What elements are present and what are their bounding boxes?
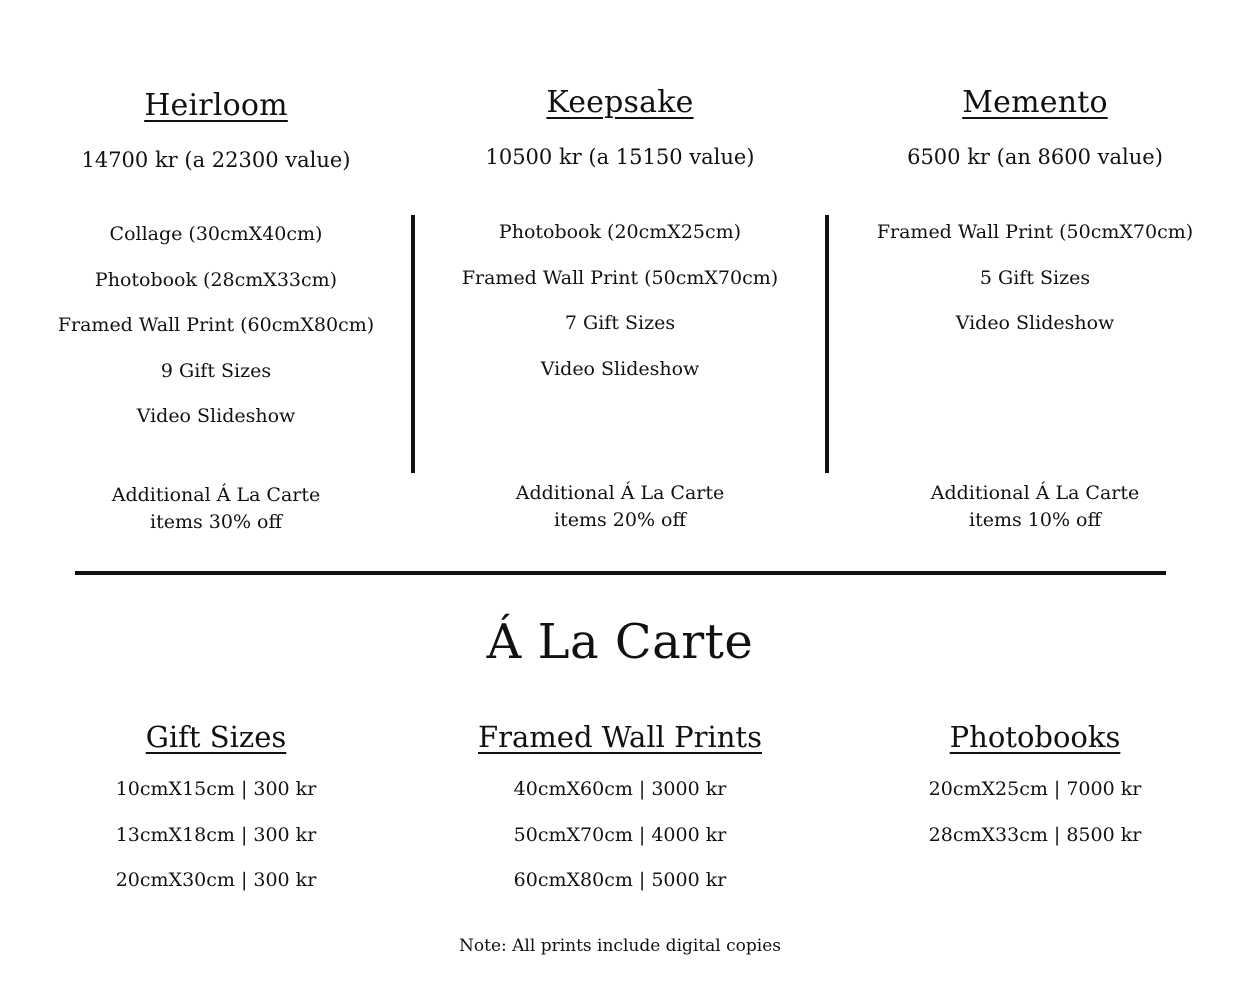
package-item: Framed Wall Print (50cmX70cm) xyxy=(876,221,1194,243)
package-item: 9 Gift Sizes xyxy=(160,359,272,382)
package-price: 6500 kr (an 8600 value) xyxy=(907,145,1163,169)
package-title: Heirloom xyxy=(144,88,288,123)
package-items xyxy=(845,223,1225,360)
a-la-carte-item: 50cmX70cm | 4000 kr xyxy=(513,823,727,846)
column-divider-right xyxy=(825,215,829,473)
package-discount xyxy=(430,480,810,534)
a-la-carte-title: Á La Carte xyxy=(486,614,754,670)
package-discount-line1: Additional Á La Carte xyxy=(515,482,725,504)
a-la-carte-item: 13cmX18cm | 300 kr xyxy=(115,823,317,846)
package-discount-line1: Additional Á La Carte xyxy=(111,484,321,506)
package-item: Photobook (28cmX33cm) xyxy=(94,268,338,291)
package-items xyxy=(30,225,402,453)
package-price: 14700 kr (a 22300 value) xyxy=(81,148,351,172)
package-discount-line2: items 10% off xyxy=(969,509,1101,531)
a-la-carte-list xyxy=(30,780,402,917)
a-la-carte-list xyxy=(430,780,810,917)
a-la-carte-item: 20cmX25cm | 7000 kr xyxy=(928,778,1142,800)
section-divider xyxy=(75,571,1166,575)
footer-note: Note: All prints include digital copies xyxy=(459,936,781,956)
package-title: Keepsake xyxy=(546,85,694,120)
package-discount-line2: items 20% off xyxy=(554,509,686,531)
package-item: Framed Wall Print (60cmX80cm) xyxy=(57,314,375,336)
a-la-carte-heading: Photobooks xyxy=(949,720,1121,754)
package-item: Collage (30cmX40cm) xyxy=(109,223,323,245)
package-item: Video Slideshow xyxy=(540,357,700,380)
a-la-carte-heading: Gift Sizes xyxy=(145,720,287,754)
package-item: Video Slideshow xyxy=(136,405,296,427)
package-item: Framed Wall Print (50cmX70cm) xyxy=(461,266,779,289)
a-la-carte-item: 10cmX15cm | 300 kr xyxy=(115,778,317,800)
a-la-carte-item: 20cmX30cm | 300 kr xyxy=(115,869,317,891)
column-divider-left xyxy=(411,215,415,473)
a-la-carte-item: 60cmX80cm | 5000 kr xyxy=(513,869,727,891)
a-la-carte-item: 28cmX33cm | 8500 kr xyxy=(928,823,1142,846)
a-la-carte-item: 40cmX60cm | 3000 kr xyxy=(513,778,727,800)
package-items xyxy=(430,223,810,405)
a-la-carte-heading: Framed Wall Prints xyxy=(478,720,762,754)
package-title: Memento xyxy=(962,85,1108,120)
package-item: Photobook (20cmX25cm) xyxy=(498,221,742,243)
package-item: Video Slideshow xyxy=(955,312,1115,334)
package-item: 7 Gift Sizes xyxy=(564,312,676,334)
package-price: 10500 kr (a 15150 value) xyxy=(485,145,755,169)
a-la-carte-list xyxy=(845,780,1225,871)
package-discount-line1: Additional Á La Carte xyxy=(930,482,1140,504)
package-discount xyxy=(845,480,1225,534)
package-item: 5 Gift Sizes xyxy=(979,266,1091,289)
package-discount-line2: items 30% off xyxy=(150,511,282,533)
package-discount xyxy=(30,482,402,536)
